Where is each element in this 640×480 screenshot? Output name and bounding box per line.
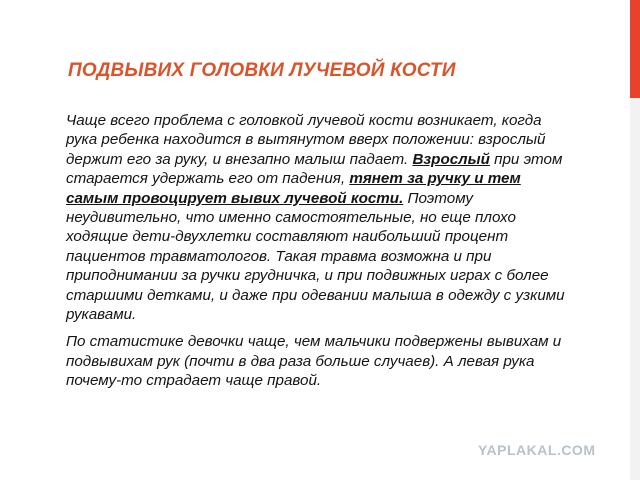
paragraph-1 <box>66 111 576 324</box>
emphasis-pulls-arm: тянет за ручку и тем самым провоцирует вывих лучевой кости. <box>66 170 521 207</box>
paragraph-1-part-2: при этом старается удержать его от падения, <box>66 150 563 188</box>
paragraph-1-part-1: Чаще всего проблема с головкой лучевой кости возникает, когда рука ребенка находится в вытянутом вверх положении: взрослый держит его за руку, и внезапно малыш падает. <box>66 112 546 168</box>
watermark: YAPLAKAL.COM <box>478 442 596 458</box>
emphasis-adult: Взрослый <box>412 150 490 168</box>
paragraph-2: По статистике девочки чаще, чем мальчики подвержены вывихам и подвывихам рук (почти в два раза больше случаев). А левая рука почему-то страдает чаще правой. <box>66 333 562 390</box>
accent-bar <box>630 0 640 98</box>
paragraph-1-part-3: Поэтому неудивительно, что именно самостоятельные, но еще плохо ходящие дети-двухлетки составляют наибольший процент пациентов травматологов. Такая травма возможна и при приподнимании за ручки грудничка, и при подвижных играх с более старшими детками, и даже при одевании малыша в одежду с узкими рукавами. <box>66 189 565 324</box>
slide-title: ПОДВЫВИХ ГОЛОВКИ ЛУЧЕВОЙ КОСТИ <box>68 60 456 81</box>
slide-body <box>66 111 576 399</box>
accent-bar-gray <box>630 98 640 480</box>
